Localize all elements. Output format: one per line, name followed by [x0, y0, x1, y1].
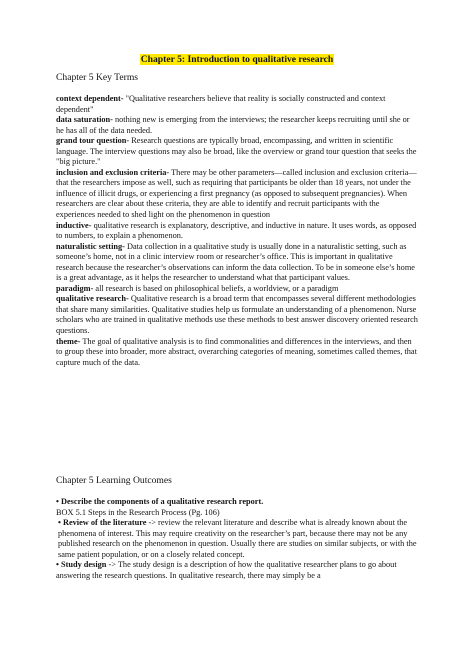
- learning-outcomes-heading: Chapter 5 Learning Outcomes: [56, 475, 172, 486]
- term-entry: [56, 168, 418, 221]
- term-definition: There may be other parameters—called inclusion and exclusion criteria—that the researchers impose as well, such as requiring that participants be older than 18 years, not under the influence of illicit drugs, or experiencing a first pregnancy (as opposed to subsequent pregnancies). When researchers are clear about these criteria, they are able to identify and recruit participants with the experiences needed to shed light on the phenomenon in question: [56, 167, 417, 220]
- term-entry: [56, 284, 418, 295]
- page-title: [0, 54, 474, 65]
- term-label: inductive-: [56, 220, 92, 230]
- term-label: context dependent-: [56, 94, 124, 103]
- term-entry: [56, 221, 418, 242]
- term-definition: nothing new is emerging from the interviews; the researcher keeps recruiting until she or he has all of the data needed.: [56, 115, 410, 135]
- box-reference: BOX 5.1 Steps in the Research Process (Pg. 106): [56, 507, 220, 517]
- learning-outcomes-list: [56, 497, 418, 581]
- term-entry: [56, 337, 418, 369]
- outcome-step: [56, 560, 418, 581]
- term-definition: all research is based on philosophical beliefs, a worldview, or a paradigm: [93, 283, 339, 293]
- term-entry: [56, 115, 418, 136]
- term-definition: Qualitative research is a broad term that encompasses several different methodologies that share many similarities. Qualitative studies help us formulate an understanding of a phenomenon. Nurse scholars who are trained in qualitative methods use these methods to best answer discovery oriented research questions.: [56, 294, 418, 336]
- term-definition: qualitative research is explanatory, descriptive, and inductive in nature. It uses words, as opposed to numbers, to explain a phenomenon.: [56, 220, 417, 241]
- term-entry: [56, 136, 418, 168]
- term-label: naturalistic setting-: [56, 241, 125, 251]
- term-entry: [56, 242, 418, 284]
- key-terms-heading: Chapter 5 Key Terms: [56, 72, 139, 83]
- term-definition: The goal of qualitative analysis is to find commonalities and differences in the interviews, and then to group these into broader, more abstract, overarching categories of meaning, sometimes called themes, that capture much of the data.: [56, 336, 417, 367]
- term-label: paradigm-: [56, 283, 94, 293]
- term-definition: Research questions are typically broad, encompassing, and written in scientific language. The interview questions may also be broad, like the overview or grand tour question that seeks the "big picture.": [56, 136, 417, 167]
- term-definition: Data collection in a qualitative study is usually done in a naturalistic setting, such as someone’s home, not in a clinic interview room or researcher’s office. This is important in qualitative research because the researcher’s observations can inform the data collection. To be in someone else’s home is a great advantage, as it helps the researcher to understand what that participant values.: [56, 241, 415, 283]
- step-label: • Review of the literature: [58, 518, 147, 528]
- term-label: inclusion and exclusion criteria-: [56, 167, 170, 177]
- key-terms-list: [56, 94, 418, 368]
- term-entry: [56, 94, 418, 115]
- term-definition: "Qualitative researchers believe that reality is socially constructed and context dependent": [56, 94, 386, 114]
- highlighted-title: Chapter 5: Introduction to qualitative research: [140, 54, 334, 65]
- term-label: grand tour question-: [56, 136, 130, 146]
- outcome-step: [56, 518, 418, 560]
- term-entry: [56, 294, 418, 336]
- step-text: -> review the relevant literature and describe what is already known about the phenomena of interest. This may require creativity on the researcher’s part, because there may not be any published research on the phenomenon in question. Usually there are studies on similar subjects, or with the same patient population, or on a closely related concept.: [58, 518, 417, 559]
- step-text: -> The study design is a description of how the qualitative researcher plans to go about answering the research questions. In qualitative research, there may simply be a: [56, 560, 397, 580]
- outcome-bullet: • Describe the components of a qualitative research report.: [56, 497, 264, 506]
- step-label: • Study design: [56, 560, 107, 570]
- term-label: theme-: [56, 336, 81, 346]
- term-label: data saturation-: [56, 115, 113, 125]
- term-label: qualitative research-: [56, 294, 129, 304]
